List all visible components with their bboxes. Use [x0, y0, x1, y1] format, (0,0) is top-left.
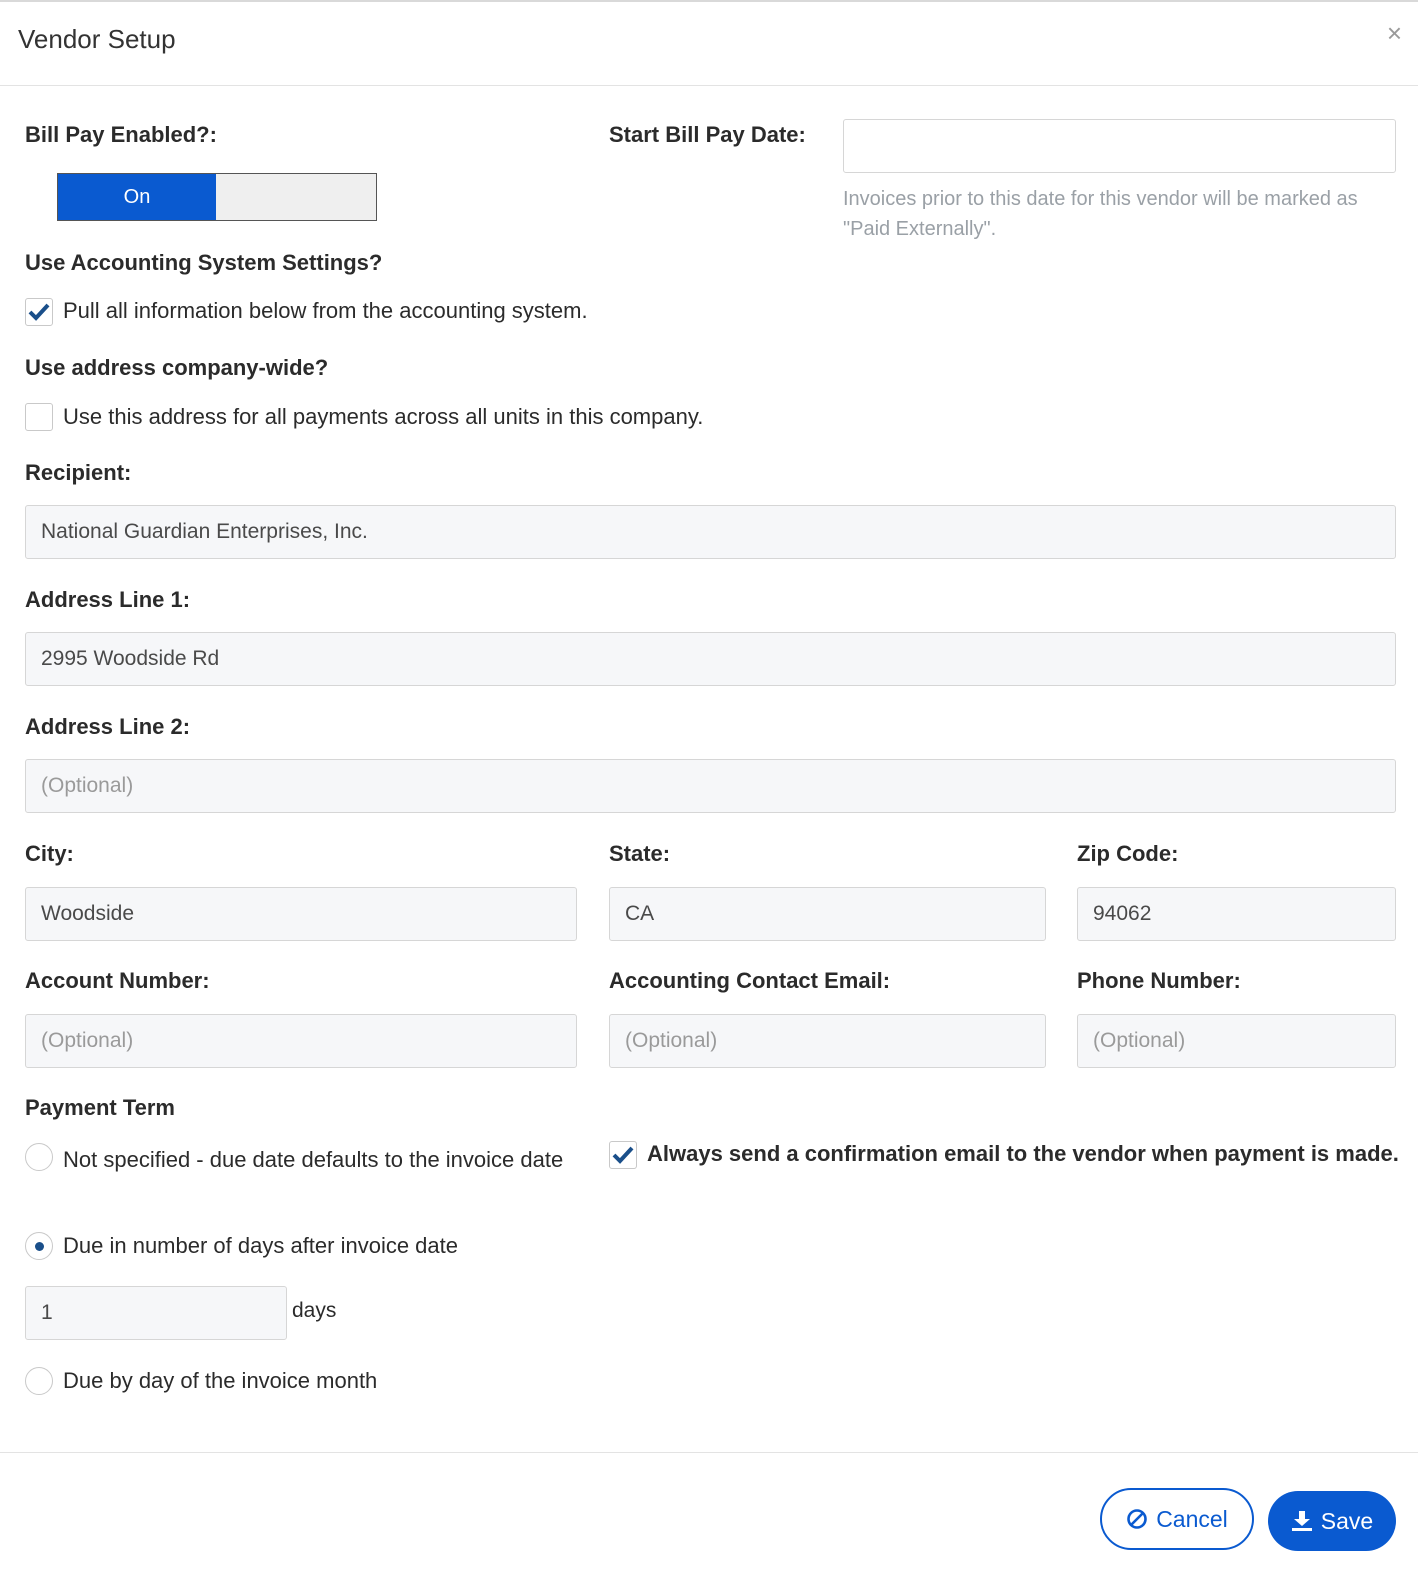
radio-due-in-days-label: Due in number of days after invoice date [63, 1233, 459, 1258]
city-input[interactable]: Woodside [25, 887, 577, 941]
start-date-label: Start Bill Pay Date: [609, 122, 806, 147]
address-line2-placeholder: (Optional) [41, 774, 134, 797]
radio-due-in-days[interactable] [25, 1232, 53, 1260]
toggle-off-option[interactable] [216, 174, 376, 220]
days-input[interactable]: 1 [25, 1286, 287, 1340]
state-label: State: [609, 841, 671, 866]
recipient-label: Recipient: [25, 460, 132, 485]
accounting-checkbox[interactable] [25, 298, 53, 326]
address-line1-input[interactable]: 2995 Woodside Rd [25, 632, 1396, 686]
company-wide-label: Use address company-wide? [25, 355, 329, 380]
confirmation-label: Always send a confirmation email to the vendor when payment is made. [647, 1141, 1399, 1166]
address-line2-label: Address Line 2: [25, 714, 191, 739]
phone-placeholder: (Optional) [1093, 1029, 1186, 1052]
address-line2-input[interactable] [25, 759, 1396, 813]
checkmark-icon [612, 1145, 634, 1165]
account-number-input[interactable] [25, 1014, 577, 1068]
zip-label: Zip Code: [1077, 841, 1179, 866]
contact-email-label: Accounting Contact Email: [609, 968, 891, 993]
company-wide-checkbox[interactable] [25, 403, 53, 431]
save-button[interactable] [1268, 1491, 1396, 1551]
modal-title: Vendor Setup [18, 24, 176, 54]
days-suffix: days [292, 1299, 337, 1322]
radio-due-by-day-label: Due by day of the invoice month [63, 1368, 378, 1393]
save-label: Save [1320, 1507, 1374, 1534]
accounting-checkbox-label: Pull all information below from the accounting system. [63, 298, 588, 323]
account-number-placeholder: (Optional) [41, 1029, 134, 1052]
bill-pay-toggle[interactable] [57, 173, 377, 221]
contact-email-placeholder: (Optional) [625, 1029, 718, 1052]
address-line1-label: Address Line 1: [25, 587, 191, 612]
radio-due-by-day[interactable] [25, 1367, 53, 1395]
recipient-input[interactable]: National Guardian Enterprises, Inc. [25, 505, 1396, 559]
close-icon[interactable]: × [1386, 18, 1402, 48]
radio-selected-dot [35, 1242, 44, 1251]
state-input[interactable]: CA [609, 887, 1046, 941]
toggle-on-option[interactable]: On [58, 174, 216, 220]
city-label: City: [25, 841, 74, 866]
zip-input[interactable]: 94062 [1077, 887, 1396, 941]
phone-label: Phone Number: [1077, 968, 1241, 993]
modal-header [0, 2, 1418, 86]
cancel-button[interactable] [1100, 1488, 1254, 1550]
download-icon [1291, 1510, 1313, 1532]
footer-divider [0, 1452, 1418, 1453]
accounting-settings-label: Use Accounting System Settings? [25, 250, 383, 275]
phone-input[interactable] [1077, 1014, 1396, 1068]
cancel-label: Cancel [1156, 1505, 1228, 1532]
account-number-label: Account Number: [25, 968, 210, 993]
company-wide-checkbox-label: Use this address for all payments across all units in this company. [63, 404, 704, 429]
ban-icon [1126, 1508, 1148, 1530]
payment-term-label: Payment Term [25, 1095, 175, 1120]
start-date-hint: Invoices prior to this date for this vendor will be marked as "Paid Externally". [843, 188, 1358, 240]
checkmark-icon [28, 302, 50, 322]
radio-not-specified-label: Not specified - due date defaults to the invoice date [63, 1147, 564, 1172]
contact-email-input[interactable] [609, 1014, 1046, 1068]
confirmation-checkbox[interactable] [609, 1141, 637, 1169]
start-date-input[interactable] [843, 119, 1396, 173]
bill-pay-label: Bill Pay Enabled?: [25, 122, 217, 147]
